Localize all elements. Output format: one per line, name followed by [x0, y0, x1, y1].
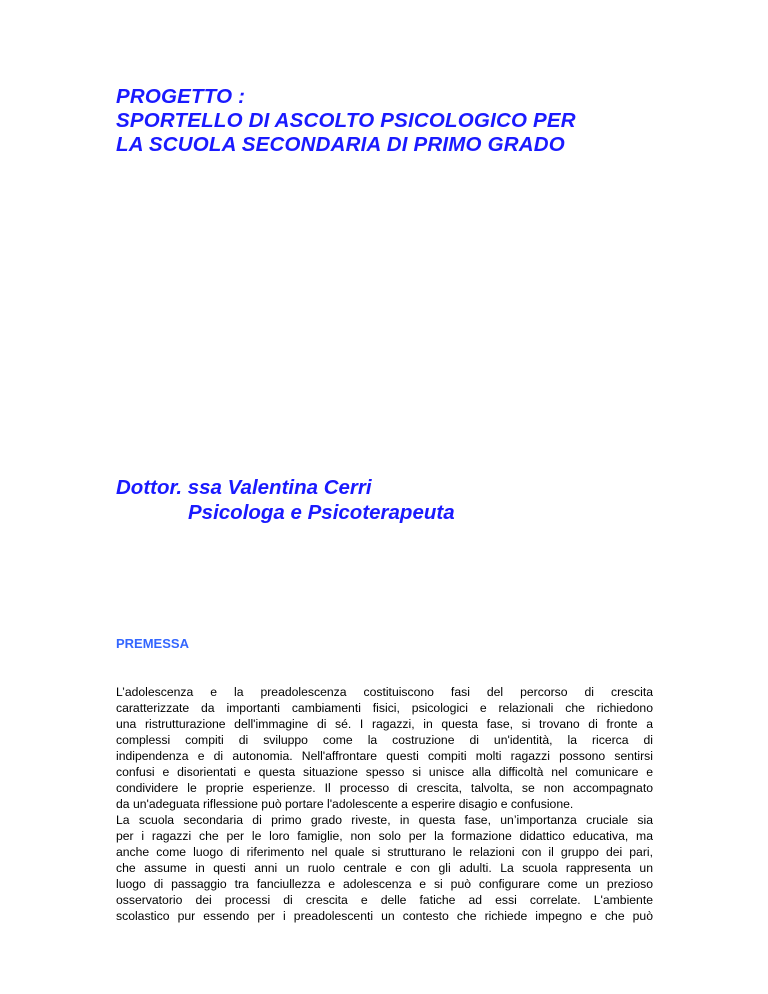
paragraph-line: anche come luogo di riferimento nel quale si strutturano le relazioni con il gruppo dei pari,: [116, 845, 653, 859]
section-heading: PREMESSA: [116, 636, 189, 651]
paragraph-line: confusi e disorientati e questa situazione spesso si unisce alla difficoltà nel comunicare e: [116, 765, 653, 779]
paragraph-line: L’adolescenza e la preadolescenza costituiscono fasi del percorso di crescita: [116, 685, 653, 699]
body-text: [116, 684, 653, 924]
title-line-1: PROGETTO :: [116, 85, 246, 108]
author-name: Dottor. ssa Valentina Cerri: [116, 476, 372, 499]
paragraph-line: che assume in questi anni un ruolo centrale e con gli adulti. La scuola rappresenta un: [116, 861, 653, 875]
paragraph-1: [116, 684, 653, 812]
paragraph-line: caratterizzate da importanti cambiamenti fisici, psicologici e relazionali che richiedono: [116, 701, 653, 715]
paragraph-line: indipendenza e di autonomia. Nell'affrontare questi compiti molti ragazzi possono sentirsi: [116, 749, 653, 763]
document-title: [116, 85, 716, 157]
paragraph-line: scolastico pur essendo per i preadolescenti un contesto che richiede impegno e che può: [116, 909, 653, 923]
author-role: Psicologa e Psicoterapeuta: [188, 501, 455, 524]
title-line-3: LA SCUOLA SECONDARIA DI PRIMO GRADO: [116, 133, 565, 156]
paragraph-line: una ristrutturazione dell'immagine di sé. I ragazzi, in questa fase, si trovano di fronte a: [116, 717, 653, 731]
paragraph-line: complessi compiti di sviluppo come la costruzione di un'identità, la ricerca di: [116, 733, 653, 747]
paragraph-line: luogo di passaggio tra fanciullezza e adolescenza e si può configurare come un prezioso: [116, 877, 653, 891]
title-line-2: SPORTELLO DI ASCOLTO PSICOLOGICO PER: [116, 109, 576, 132]
paragraph-line: La scuola secondaria di primo grado riveste, in questa fase, un’importanza cruciale sia: [116, 813, 653, 827]
paragraph-line: osservatorio dei processi di crescita e delle fatiche ad essi correlate. L'ambiente: [116, 893, 653, 907]
paragraph-2: [116, 812, 653, 924]
paragraph-line: condividere le proprie esperienze. Il processo di crescita, talvolta, se non accompagnato: [116, 781, 653, 795]
paragraph-line: da un'adeguata riflessione può portare l'adolescente a esperire disagio e confusione.: [116, 797, 574, 811]
paragraph-line: per i ragazzi che per le loro famiglie, non solo per la formazione didattico educativa, ma: [116, 829, 653, 843]
